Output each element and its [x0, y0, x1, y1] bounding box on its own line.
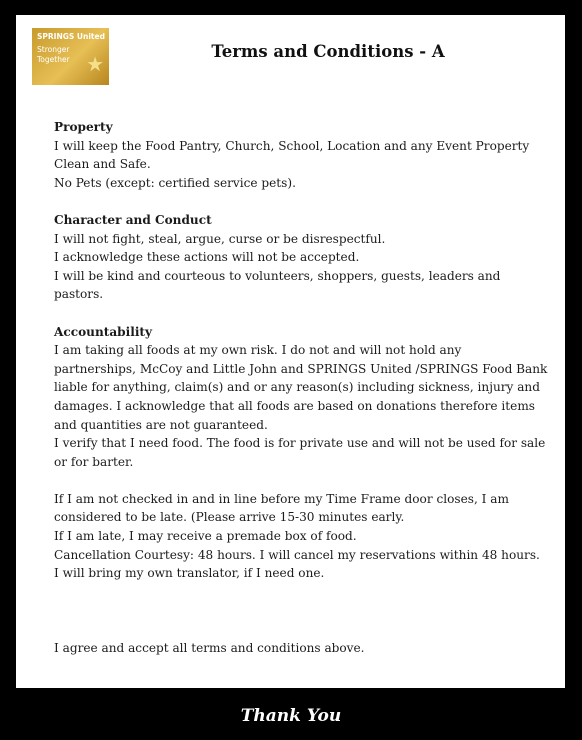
section-line: I will bring my own translator, if I need one.: [54, 566, 325, 581]
section-line: I will not fight, steal, argue, curse or be disrespectful.: [54, 231, 386, 246]
section-line: I will be kind and courteous to volunteers, shoppers, guests, leaders and: [54, 268, 501, 283]
thank-you-footer: Thank You: [240, 706, 342, 726]
section-heading: Property: [54, 120, 113, 134]
section-line: damages. I acknowledge that all foods are based on donations therefore items: [54, 398, 535, 413]
section-line: I am taking all foods at my own risk. I do not and will not hold any: [54, 343, 462, 358]
section-time-frame: [54, 490, 554, 583]
logo-line-3: Together: [37, 55, 70, 64]
page-title: Terms and Conditions - A: [211, 42, 445, 61]
section-accountability: [54, 323, 554, 472]
section-line: Cancellation Courtesy: 48 hours. I will cancel my reservations within 48 hours.: [54, 547, 540, 562]
section-line: I will keep the Food Pantry, Church, School, Location and any Event Property: [54, 138, 530, 153]
section-line: I verify that I need food. The food is for private use and will not be used for sale: [54, 436, 546, 451]
section-line: liable for anything, claim(s) and or any reason(s) including sickness, injury and: [54, 380, 540, 395]
logo-line-1: SPRINGS United: [37, 32, 105, 41]
document-page: [16, 15, 565, 688]
section-line: No Pets (except: certified service pets).: [54, 175, 296, 190]
section-line: considered to be late. (Please arrive 15-30 minutes early.: [54, 510, 405, 525]
logo-line-2: Stronger: [37, 45, 70, 54]
section-line: Clean and Safe.: [54, 157, 151, 172]
agreement-statement: I agree and accept all terms and conditions above.: [54, 640, 365, 655]
section-line: partnerships, McCoy and Little John and SPRINGS United /SPRINGS Food Bank: [54, 361, 548, 376]
section-heading: Character and Conduct: [54, 212, 212, 227]
section-line: pastors.: [54, 287, 104, 302]
section-heading: Accountability: [54, 324, 153, 339]
section-character-conduct: [54, 211, 554, 304]
section-line: and quantities are not guaranteed.: [54, 417, 268, 432]
section-line: I acknowledge these actions will not be accepted.: [54, 250, 360, 265]
section-property: [54, 118, 554, 192]
terms-content: [54, 118, 554, 657]
star-icon: ★: [86, 52, 104, 76]
section-line: If I am late, I may receive a premade box of food.: [54, 529, 357, 544]
section-line: or for barter.: [54, 454, 134, 469]
section-line: If I am not checked in and in line before my Time Frame door closes, I am: [54, 491, 509, 506]
